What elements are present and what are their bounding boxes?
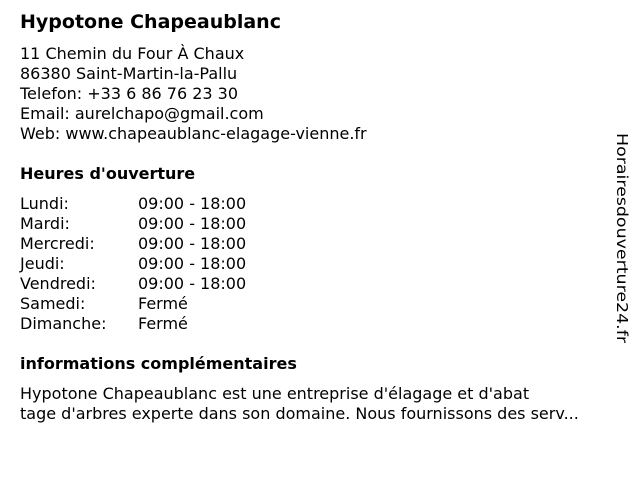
day-hours: 09:00 - 18:00: [138, 234, 247, 253]
day-hours: Fermé: [138, 314, 188, 333]
email-line: Email: aurelchapo@gmail.com: [20, 104, 264, 123]
day-hours: 09:00 - 18:00: [138, 254, 247, 273]
hours-row-friday: [20, 274, 246, 294]
opening-hours-table: [20, 194, 246, 334]
phone-line: Telefon: +33 6 86 76 23 30: [20, 84, 239, 103]
day-label: Lundi:: [20, 194, 69, 213]
site-watermark: [612, 133, 634, 345]
hours-row-wednesday: [20, 234, 246, 254]
hours-row-tuesday: [20, 214, 246, 234]
opening-hours-heading: Heures d'ouverture: [20, 164, 196, 183]
day-hours: 09:00 - 18:00: [138, 214, 247, 233]
day-hours: Fermé: [138, 294, 188, 313]
day-label: Jeudi:: [20, 254, 65, 273]
day-label: Dimanche:: [20, 314, 107, 333]
day-label: Mercredi:: [20, 234, 95, 253]
business-name: Hypotone Chapeaublanc: [20, 11, 281, 33]
additional-info-text: [20, 384, 630, 424]
day-label: Mardi:: [20, 214, 70, 233]
street-address: 11 Chemin du Four À Chaux: [20, 44, 245, 63]
website-line: Web: www.chapeaublanc-elagage-vienne.fr: [20, 124, 367, 143]
info-text-line: tage d'arbres experte dans son domaine. Nous fournissons des serv...: [20, 404, 579, 423]
day-hours: 09:00 - 18:00: [138, 194, 247, 213]
contact-block: [20, 44, 367, 144]
watermark-text: Horairesdouverture24.fr: [613, 133, 631, 315]
hours-row-saturday: [20, 294, 246, 314]
hours-row-monday: [20, 194, 246, 214]
additional-info-heading: informations complémentaires: [20, 354, 297, 373]
info-text-line: Hypotone Chapeaublanc est une entreprise d'élagage et d'abat: [20, 384, 530, 403]
hours-row-sunday: [20, 314, 246, 334]
hours-row-thursday: [20, 254, 246, 274]
city-postal: 86380 Saint-Martin-la-Pallu: [20, 64, 238, 83]
day-hours: 09:00 - 18:00: [138, 274, 247, 293]
day-label: Vendredi:: [20, 274, 96, 293]
day-label: Samedi:: [20, 294, 86, 313]
